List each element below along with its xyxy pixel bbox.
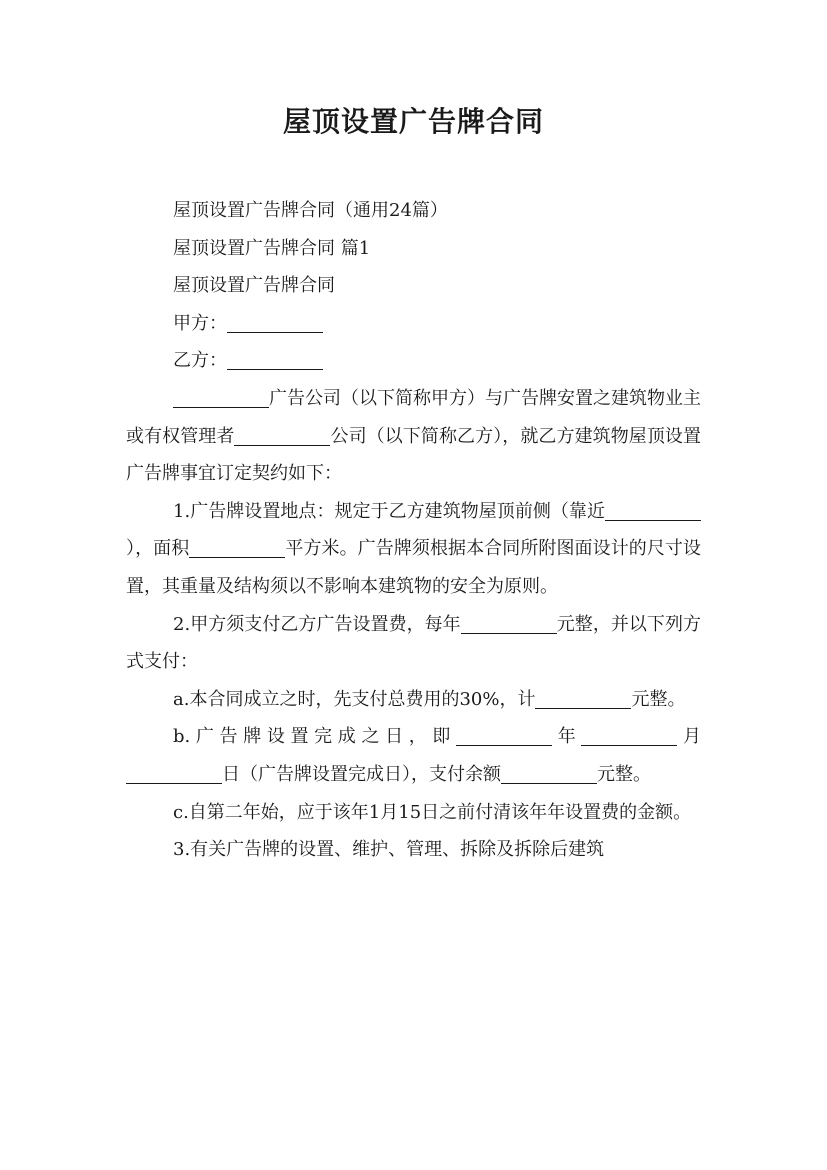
- clause-2a: [126, 681, 701, 719]
- party-b-line: [126, 342, 701, 380]
- clause-2: [126, 606, 701, 681]
- day-blank: [126, 763, 222, 784]
- clause-2b-text-4: 日（广告牌设置完成日），支付余额: [222, 763, 501, 785]
- intro-text-1: 广告公司（以下简称甲方）与广告牌安置之建筑物业主或有权管理者: [126, 387, 701, 447]
- contract-heading: 屋顶设置广告牌合同: [173, 275, 335, 297]
- annual-fee-blank: [461, 613, 557, 634]
- document-title: 屋顶设置广告牌合同: [282, 105, 544, 138]
- party-a-label: 甲方：: [173, 312, 227, 334]
- balance-amount-blank: [501, 763, 597, 784]
- deposit-amount-blank: [535, 688, 631, 709]
- clause-2a-text-1: a.本合同成立之时，先支付总费用的30%，计: [173, 688, 536, 710]
- year-blank: [456, 725, 552, 746]
- document-body: [126, 192, 701, 869]
- intro-paragraph: [126, 380, 701, 493]
- clause-1-text-2: ），面积: [126, 538, 190, 560]
- clause-2-text-1: 2.甲方须支付乙方广告设置费，每年: [173, 613, 461, 635]
- clause-2b: [126, 718, 701, 793]
- clause-2b-text-1: b.广告牌设置完成之日，即: [173, 726, 457, 748]
- clause-2a-text-2: 元整。: [631, 688, 686, 710]
- intro-text-2: 公司（以下简称乙方），就乙方建筑物屋顶设置广告牌事宜订定契约如下：: [126, 425, 702, 485]
- clause-2b-text-2: 年: [552, 726, 582, 748]
- clause-2b-text-3: 月: [677, 726, 702, 748]
- party-a-blank: [227, 312, 323, 333]
- area-blank: [189, 537, 285, 558]
- month-blank: [581, 725, 677, 746]
- clause-1-text-3: 平方米。广告牌须根据本合同所附图面设计的尺寸设置，其重量及结构须以不影响本建筑物的安全为原则。: [126, 538, 701, 597]
- owner-company-blank: [234, 425, 330, 446]
- party-b-blank: [227, 349, 323, 370]
- location-blank: [605, 500, 701, 521]
- chapter-heading: 屋顶设置广告牌合同 篇1: [173, 237, 371, 259]
- clause-2c: c.自第二年始，应于该年1月15日之前付清该年年设置费的金额。: [173, 801, 692, 823]
- document-subtitle: 屋顶设置广告牌合同（通用24篇）: [173, 200, 448, 221]
- party-a-line: [126, 305, 701, 343]
- clause-3: 3.有关广告牌的设置、维护、管理、拆除及拆除后建筑: [173, 839, 605, 861]
- clause-2-text-2: 元整，并以下列方式支付：: [126, 613, 701, 673]
- clause-1: [126, 493, 701, 606]
- clause-2b-text-5: 元整。: [597, 763, 651, 785]
- ad-company-blank: [173, 387, 269, 408]
- party-b-label: 乙方：: [173, 350, 227, 372]
- clause-1-text-1: 1.广告牌设置地点：规定于乙方建筑物屋顶前侧（靠近: [173, 500, 605, 522]
